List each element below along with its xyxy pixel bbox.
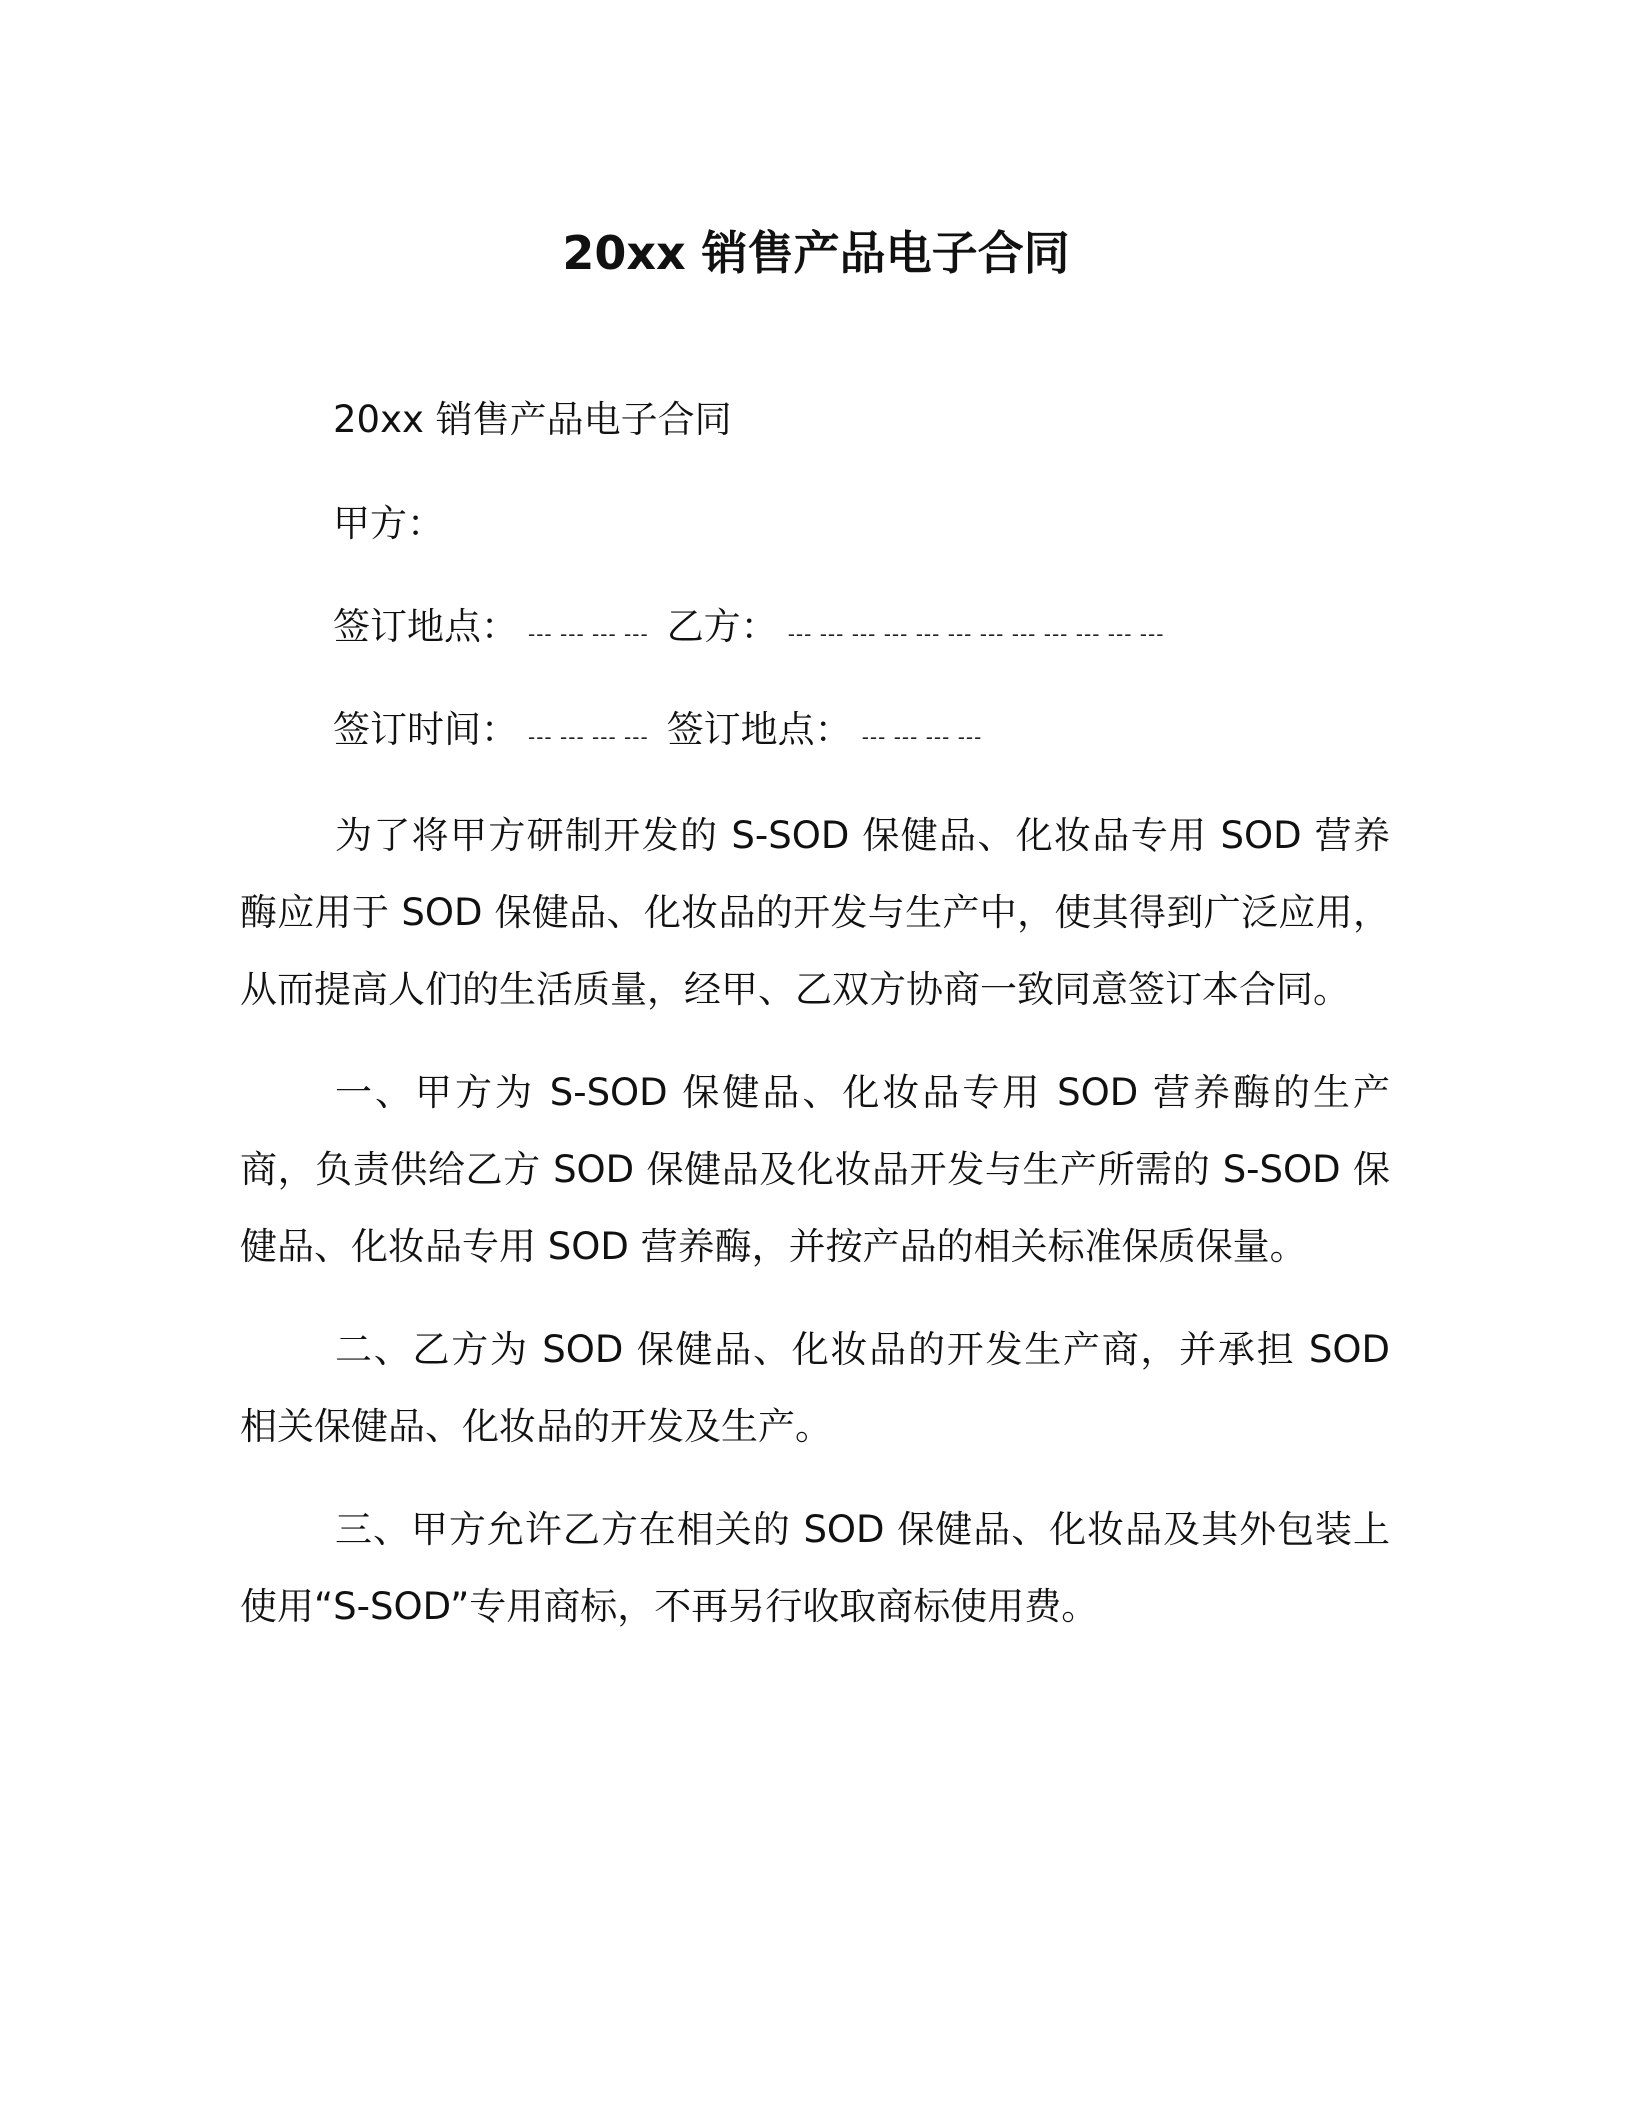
sign-time-place-row <box>333 702 982 765</box>
sign-time-label: 签订时间： <box>333 708 518 751</box>
party-a-label: 甲方： <box>333 502 444 545</box>
document-subtitle: 20xx 销售产品电子合同 <box>333 398 732 441</box>
paragraph-clause-2: 二、乙方为 SOD 保健品、化妆品的开发生产商，并承担 SOD 相关保健品、化妆品的开发及生产。 <box>240 1328 1390 1448</box>
party-b-label: 乙方： <box>666 605 778 648</box>
paragraph-clause-1: 一、甲方为 S-SOD 保健品、化妆品专用 SOD 营养酶的生产商，负责供给乙方 SOD 保健品及化妆品开发与生产所需的 S-SOD 保健品、化妆品专用 SOD 营养酶，并按产品的相关标准保质保量。 <box>240 1071 1390 1268</box>
sign-place-label: 签订地点： <box>333 605 518 648</box>
sign-place-label-2: 签订地点： <box>666 708 852 751</box>
document-title: 20xx 销售产品电子合同 <box>562 226 1070 280</box>
paragraph-clause-3: 三、甲方允许乙方在相关的 SOD 保健品、化妆品及其外包装上使用“S-SOD”专用商标，不再另行收取商标使用费。 <box>240 1508 1390 1628</box>
party-b-blank: --- --- --- --- --- --- --- --- --- --- --- --- <box>787 622 1165 646</box>
sign-place-blank-2: --- --- --- --- <box>861 725 983 749</box>
sign-time-blank: --- --- --- --- <box>528 725 649 749</box>
paragraph-intro: 为了将甲方研制开发的 S-SOD 保健品、化妆品专用 SOD 营养酶应用于 SOD 保健品、化妆品的开发与生产中，使其得到广泛应用，从而提高人们的生活质量，经甲、乙双方协商一致同意签订本合同。 <box>240 814 1390 1011</box>
sign-place-blank: --- --- --- --- <box>528 622 649 646</box>
sign-place-party-b-row <box>333 599 1164 662</box>
